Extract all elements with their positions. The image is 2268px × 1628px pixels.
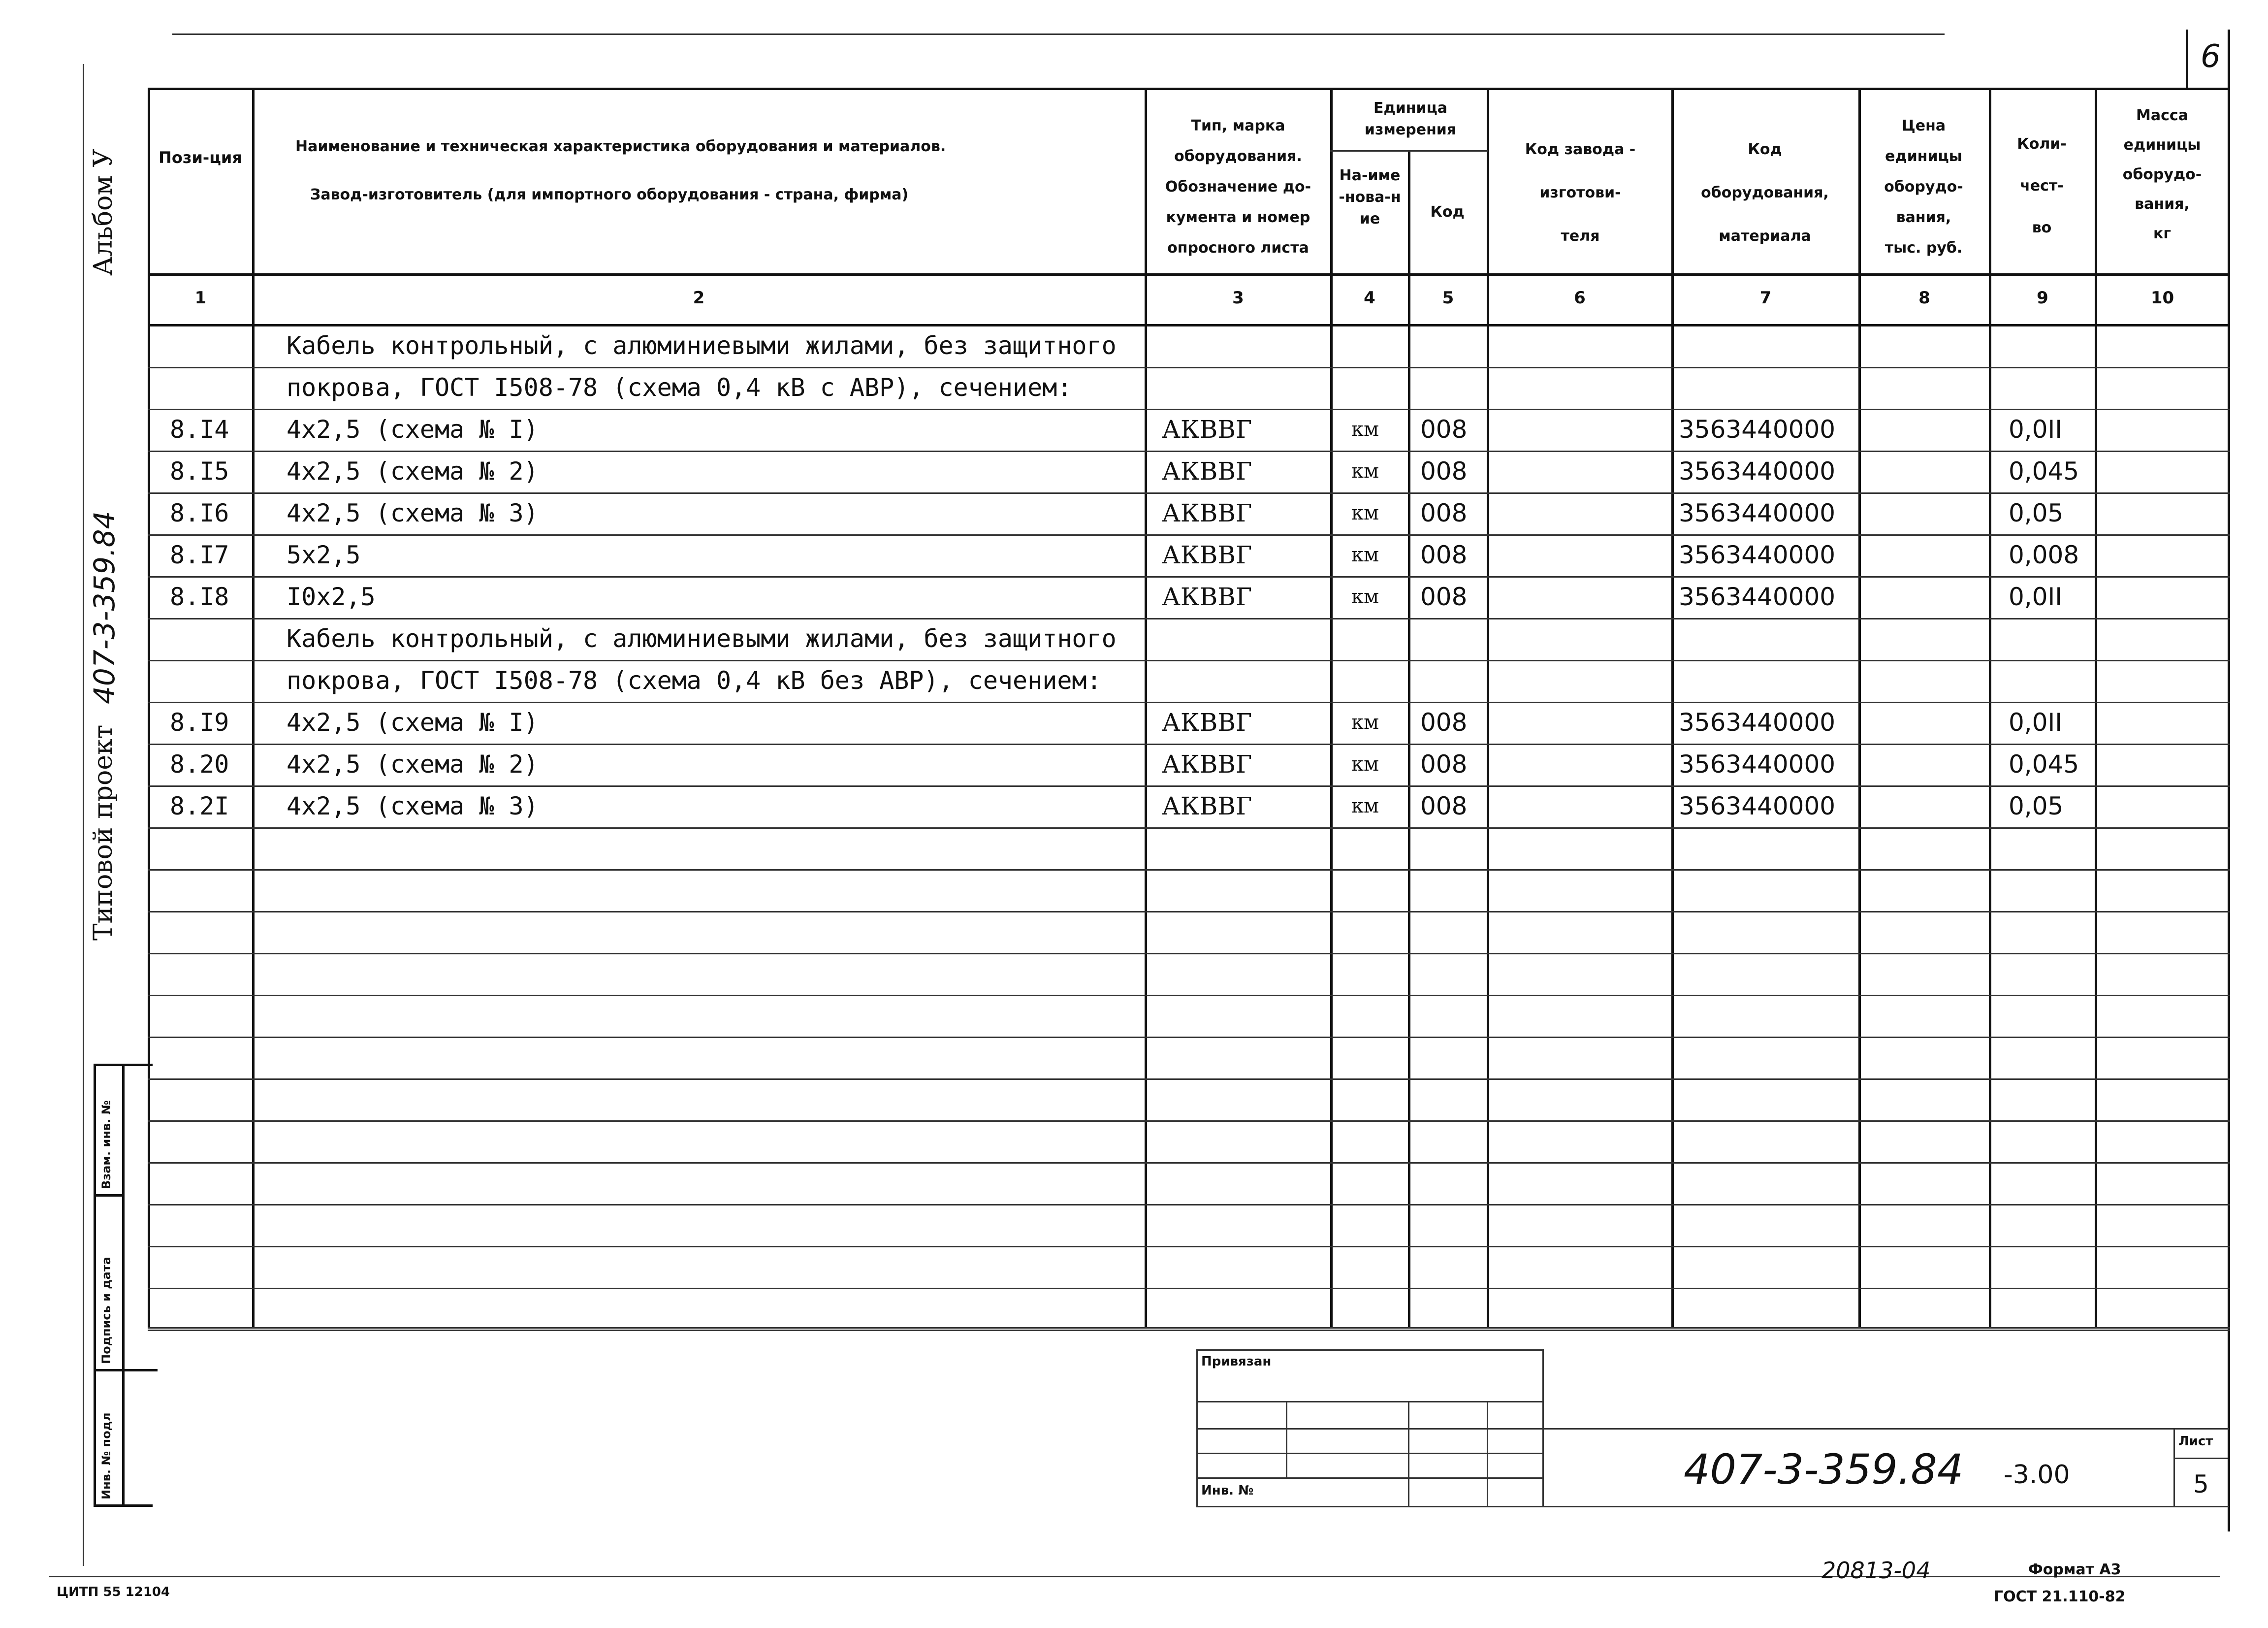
bound-label: Привязан — [1201, 1354, 1272, 1369]
cell-name: I0x2,5 — [287, 583, 376, 611]
col-position-header: Пози-ция — [159, 148, 242, 167]
colnum-3: 3 — [1232, 288, 1244, 308]
cell-quantity: 0,008 — [2009, 541, 2079, 569]
row-line — [148, 1120, 2230, 1122]
stamp-signature-date: Подпись и дата — [99, 1257, 113, 1364]
row-line — [148, 827, 2230, 829]
corner-box-line — [2186, 30, 2188, 89]
cell-material-code: 3563440000 — [1679, 415, 1836, 444]
col-unit-code-header: Код — [1430, 203, 1465, 221]
cell-name: Кабель контрольный, с алюминиевыми жилами, без защитного — [287, 624, 1117, 653]
cell-material-code: 3563440000 — [1679, 457, 1836, 486]
row-line — [148, 953, 2230, 954]
col-quantity-header: Коли- чест- во — [2017, 135, 2067, 236]
row-line — [148, 451, 2230, 452]
sheet-box-left — [2173, 1428, 2175, 1507]
row-line — [148, 702, 2230, 703]
colnum-2: 2 — [693, 288, 705, 308]
footer-format: Формат А3 — [2028, 1561, 2121, 1578]
col-unit-name-header: На-име-нова-ние — [1339, 167, 1401, 228]
frame-left-outer-line — [83, 64, 84, 1566]
cell-unit-name: км — [1351, 586, 1379, 608]
colnum-5: 5 — [1442, 288, 1454, 308]
cell-name: покрова, ГОСТ I508-78 (схема 0,4 кВ с АВР), сечением: — [287, 373, 1072, 402]
cell-type: АКВВГ — [1162, 499, 1252, 527]
cell-position: 8.I8 — [170, 583, 229, 611]
stamp-bottom-line — [94, 1504, 153, 1507]
cell-unit-name: км — [1351, 418, 1379, 441]
bound-box-line-4 — [1196, 1477, 1543, 1479]
cell-unit-name: км — [1351, 711, 1379, 734]
cell-quantity: 0,045 — [2009, 457, 2079, 486]
cell-unit-code: 008 — [1420, 708, 1468, 737]
row-line — [148, 1330, 2230, 1331]
unit-group-header: Единица измерения — [1364, 99, 1457, 138]
row-line — [148, 869, 2230, 871]
row-line — [148, 660, 2230, 661]
doc-block-bottom-line — [1542, 1506, 2229, 1507]
stamp-left-line — [94, 1064, 96, 1507]
colnum-10: 10 — [2150, 288, 2174, 308]
cell-type: АКВВГ — [1162, 415, 1252, 444]
col-mass-header: Масса единицы оборудо- вания, кг — [2122, 107, 2202, 242]
cell-material-code: 3563440000 — [1679, 708, 1836, 737]
row-line — [148, 911, 2230, 912]
cell-name: 5x2,5 — [287, 541, 361, 569]
row-line — [148, 576, 2230, 578]
project-label: Типовой проект — [89, 724, 118, 941]
stamp-inv-original: Инв. № подл — [99, 1412, 113, 1499]
cell-name: Кабель контрольный, с алюминиевыми жилами, без защитного — [287, 331, 1117, 360]
cell-name: 4x2,5 (схема № I) — [287, 415, 539, 444]
doc-suffix: -3.00 — [2004, 1460, 2070, 1490]
colnum-bottom-line — [148, 324, 2230, 326]
sheet-box-mid — [2173, 1458, 2228, 1459]
cell-position: 8.I9 — [170, 708, 229, 737]
row-line — [148, 995, 2230, 996]
cell-position: 8.I4 — [170, 415, 229, 444]
cell-quantity: 0,05 — [2009, 499, 2064, 527]
col-type-header: Тип, марка оборудования. Обозначение до- кумента и номер опросного листа — [1165, 117, 1311, 257]
cell-unit-code: 008 — [1420, 415, 1468, 444]
cell-position: 8.20 — [170, 750, 229, 779]
cell-position: 8.I6 — [170, 499, 229, 527]
footer-left-code: ЦИТП 55 12104 — [57, 1585, 170, 1599]
cell-unit-name: км — [1351, 795, 1379, 817]
cell-type: АКВВГ — [1162, 792, 1252, 820]
row-line — [148, 744, 2230, 745]
album-label: Альбом У — [89, 149, 118, 276]
row-line — [148, 492, 2230, 494]
colnum-9: 9 — [2037, 288, 2048, 308]
cell-position: 8.I5 — [170, 457, 229, 486]
row-line — [148, 1162, 2230, 1164]
title-block-top-line — [148, 1327, 2230, 1329]
frame-right-line — [2228, 30, 2230, 1531]
header-bottom-line — [148, 273, 2230, 276]
bound-box-line-1 — [1196, 1401, 1543, 1402]
row-line — [148, 1246, 2230, 1247]
stamp-line-1 — [94, 1194, 123, 1197]
cell-unit-name: км — [1351, 460, 1379, 483]
inv-label: Инв. № — [1201, 1483, 1254, 1498]
cell-type: АКВВГ — [1162, 541, 1252, 569]
stamp-line-2 — [94, 1369, 158, 1371]
colnum-8: 8 — [1918, 288, 1930, 308]
row-line — [148, 409, 2230, 410]
unit-group-line — [1330, 150, 1488, 152]
row-line — [148, 534, 2230, 536]
cell-name: 4x2,5 (схема № 3) — [287, 792, 539, 820]
cell-material-code: 3563440000 — [1679, 750, 1836, 779]
sheet-number: 5 — [2193, 1470, 2209, 1498]
colnum-4: 4 — [1364, 288, 1375, 308]
col-line-4 — [1408, 150, 1410, 1329]
row-line — [148, 618, 2230, 619]
colnum-1: 1 — [194, 288, 207, 308]
cell-unit-code: 008 — [1420, 499, 1468, 527]
bound-box-col-2 — [1408, 1401, 1409, 1506]
cell-unit-code: 008 — [1420, 583, 1468, 611]
cell-quantity: 0,0II — [2009, 583, 2063, 611]
row-line — [148, 1078, 2230, 1080]
bound-box-line-3 — [1196, 1453, 1543, 1454]
cell-position: 8.2I — [170, 792, 229, 820]
cell-unit-code: 008 — [1420, 792, 1468, 820]
row-line — [148, 1204, 2230, 1205]
cell-material-code: 3563440000 — [1679, 541, 1836, 569]
stamp-replace-inv: Взам. инв. № — [99, 1100, 113, 1189]
row-line — [148, 1037, 2230, 1038]
cell-unit-name: км — [1351, 753, 1379, 776]
bound-box-bottom — [1196, 1506, 1543, 1507]
row-line — [148, 367, 2230, 368]
col-price-header: Цена единицы оборудо- вания, тыс. руб. — [1884, 117, 1963, 257]
cell-quantity: 0,0II — [2009, 708, 2063, 737]
cell-material-code: 3563440000 — [1679, 583, 1836, 611]
bound-box-col-1 — [1286, 1401, 1287, 1477]
cell-unit-name: км — [1351, 544, 1379, 566]
cell-type: АКВВГ — [1162, 750, 1252, 779]
top-border-line — [172, 33, 1945, 35]
cell-type: АКВВГ — [1162, 457, 1252, 486]
bound-box-top — [1196, 1349, 1543, 1351]
colnum-7: 7 — [1759, 288, 1772, 308]
cell-unit-code: 008 — [1420, 750, 1468, 779]
cell-name: 4x2,5 (схема № 2) — [287, 750, 539, 779]
col-name-header-line2: Завод-изготовитель (для импортного оборудования - страна, фирма) — [310, 186, 909, 203]
doc-block-top-line — [1542, 1428, 2229, 1430]
col-name-header-line1: Наименование и техническая характеристика оборудования и материалов. — [295, 138, 946, 155]
col-material-code-header: Код оборудования, материала — [1701, 141, 1829, 245]
bound-box-line-2 — [1196, 1428, 1543, 1430]
cell-name: 4x2,5 (схема № I) — [287, 708, 539, 737]
col-factory-code-header: Код завода - изготови- теля — [1525, 141, 1636, 245]
row-line — [148, 1288, 2230, 1289]
bound-box-col-3 — [1487, 1401, 1488, 1506]
footer-gost: ГОСТ 21.110-82 — [1994, 1588, 2126, 1605]
cell-unit-code: 008 — [1420, 541, 1468, 569]
cell-quantity: 0,0II — [2009, 415, 2063, 444]
cell-type: АКВВГ — [1162, 583, 1252, 611]
frame-top-line — [148, 88, 2230, 90]
footer-hand-number: 20813-04 — [1821, 1557, 1931, 1584]
sheet-corner-number: 6 — [2201, 38, 2221, 75]
cell-unit-name: км — [1351, 502, 1379, 524]
cell-name: 4x2,5 (схема № 2) — [287, 457, 539, 486]
colnum-6: 6 — [1574, 288, 1586, 308]
stamp-top-line — [94, 1064, 153, 1066]
doc-number: 407-3-359.84 — [1684, 1445, 1964, 1494]
cell-material-code: 3563440000 — [1679, 792, 1836, 820]
cell-quantity: 0,05 — [2009, 792, 2064, 820]
cell-unit-code: 008 — [1420, 457, 1468, 486]
cell-type: АКВВГ — [1162, 708, 1252, 737]
sheet-label: Лист — [2178, 1434, 2213, 1449]
cell-name: покрова, ГОСТ I508-78 (схема 0,4 кВ без АВР), сечением: — [287, 666, 1102, 695]
cell-position: 8.I7 — [170, 541, 229, 569]
side-project-number: 407-3-359.84 — [88, 511, 121, 704]
cell-material-code: 3563440000 — [1679, 499, 1836, 527]
cell-name: 4x2,5 (схема № 3) — [287, 499, 539, 527]
row-line — [148, 785, 2230, 787]
stamp-mid-line — [122, 1064, 125, 1507]
cell-quantity: 0,045 — [2009, 750, 2079, 779]
